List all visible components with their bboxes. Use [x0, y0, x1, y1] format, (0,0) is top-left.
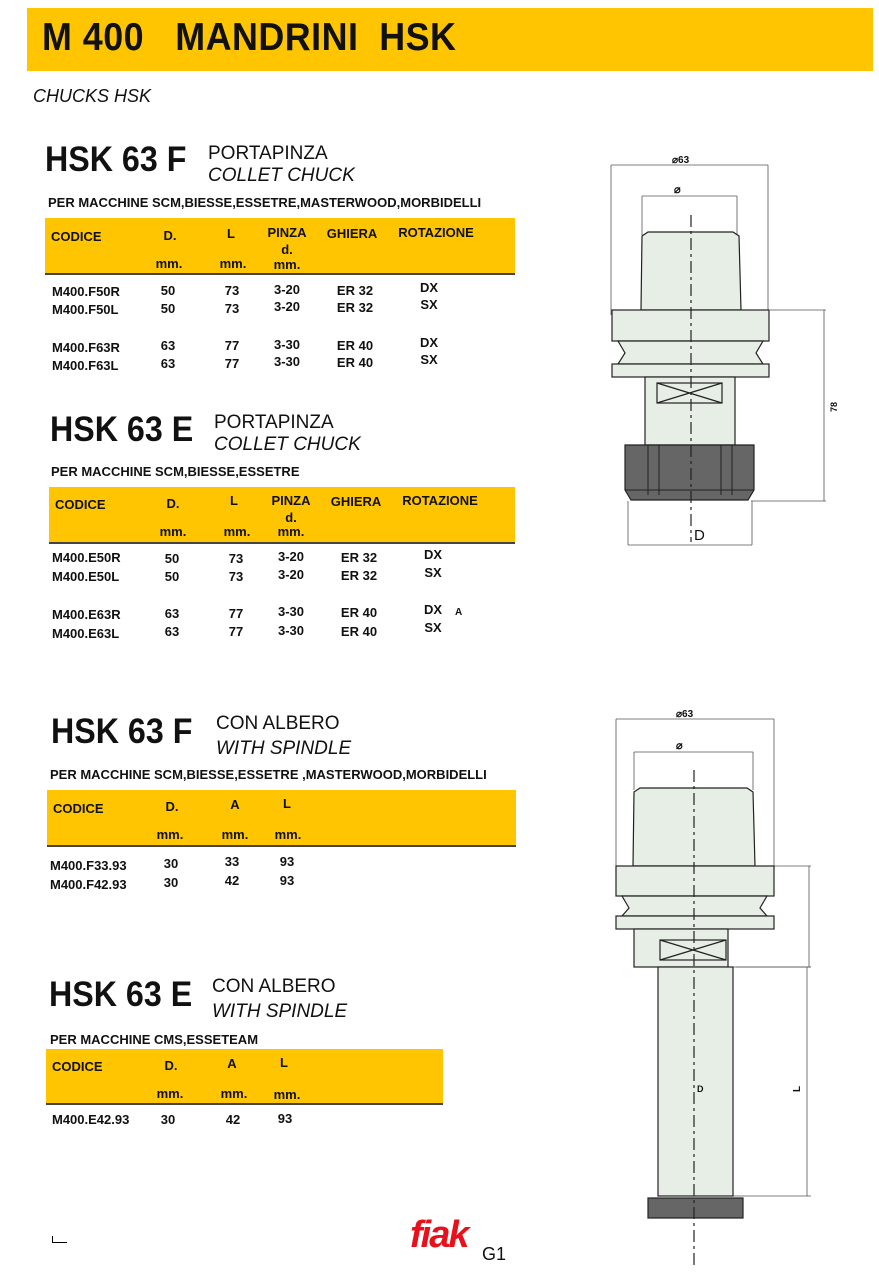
cell-ghiera: ER 32: [336, 283, 374, 298]
col-pinza-sub: d.: [285, 510, 297, 525]
section-title: HSK 63 F: [51, 712, 193, 751]
cell-pinza: 3-20: [273, 299, 301, 314]
cell-codice: M400.E50R: [52, 550, 121, 565]
cell-codice: M400.F33.93: [50, 858, 127, 873]
cell-rotazione: DX: [423, 602, 443, 617]
cell-codice: M400.F63L: [52, 358, 119, 373]
cell-rotazione: SX: [420, 297, 438, 312]
unit-d: mm.: [156, 1086, 184, 1101]
col-pinza: PINZA: [267, 225, 307, 240]
col-d: D.: [166, 496, 180, 511]
section-type-en: COLLET CHUCK: [214, 434, 361, 455]
cell-ghiera: ER 32: [340, 550, 378, 565]
col-l: L: [280, 1055, 288, 1070]
page-number: G1: [482, 1244, 507, 1264]
dim-d: D: [694, 527, 705, 544]
cell-codice: M400.E63R: [52, 607, 121, 622]
cell-ghiera: ER 40: [336, 355, 374, 370]
cell-d: 63: [160, 356, 176, 371]
cell-codice: M400.F50R: [52, 284, 120, 299]
col-codice: CODICE: [53, 801, 104, 816]
section-type-it: PORTAPINZA: [208, 143, 328, 164]
unit-d: mm.: [155, 256, 183, 271]
col-pinza: PINZA: [271, 493, 311, 508]
cell-l: 93: [279, 854, 295, 869]
unit-a: mm.: [221, 827, 249, 842]
corner-mark: [52, 1236, 67, 1243]
cell-l: 93: [277, 1111, 293, 1126]
unit-d: mm.: [156, 827, 184, 842]
cell-ghiera: ER 32: [340, 568, 378, 583]
col-codice: CODICE: [51, 229, 102, 244]
cell-rotazione: SX: [424, 620, 442, 635]
unit-l: mm.: [273, 1087, 301, 1102]
cell-a: 42: [224, 873, 240, 888]
section-type-en: COLLET CHUCK: [208, 165, 355, 186]
dim-outer-diameter: ⌀63: [676, 709, 694, 720]
dim-length: 78: [829, 401, 839, 412]
machines-note: PER MACCHINE SCM,BIESSE,ESSETRE ,MASTERWOOD,MORBIDELLI: [50, 767, 487, 782]
cell-codice: M400.E42.93: [52, 1112, 130, 1127]
col-rotazione: ROTAZIONE: [398, 225, 474, 240]
cell-d: 50: [164, 569, 180, 584]
unit-a: mm.: [220, 1086, 248, 1101]
cell-codice: M400.E63L: [52, 626, 120, 641]
section-type-it: CON ALBERO: [212, 976, 336, 997]
cell-rotazione: DX: [419, 335, 439, 350]
col-ghiera: GHIERA: [326, 226, 378, 241]
cell-rotazione: DX: [423, 547, 443, 562]
cell-rotazione: SX: [420, 352, 438, 367]
cell-rotazione: DX: [419, 280, 439, 295]
dim-inner-diameter: ⌀: [674, 184, 681, 196]
col-pinza-sub: d.: [281, 242, 293, 257]
cell-l: 77: [224, 356, 240, 371]
cell-pinza: 3-30: [277, 623, 305, 638]
unit-l: mm.: [223, 524, 251, 539]
cell-l: 73: [228, 551, 244, 566]
dim-d: D: [697, 1084, 704, 1094]
cell-d: 30: [163, 856, 179, 871]
cell-l: 73: [228, 569, 244, 584]
col-d: D.: [164, 1058, 178, 1073]
cell-codice: M400.F42.93: [50, 877, 127, 892]
cell-l: 77: [224, 338, 240, 353]
brand-logo: fiak: [410, 1214, 468, 1256]
section-title: HSK 63 E: [50, 410, 194, 449]
col-l: L: [283, 796, 291, 811]
cell-codice: M400.F63R: [52, 340, 120, 355]
section-title: HSK 63 F: [45, 140, 187, 179]
cell-d: 50: [160, 301, 176, 316]
unit-l: mm.: [274, 827, 302, 842]
machines-note: PER MACCHINE SCM,BIESSE,ESSETRE: [51, 464, 300, 479]
spindle-chuck-drawing: [596, 700, 856, 1270]
cell-d: 30: [160, 1112, 176, 1127]
col-a: A: [230, 797, 240, 812]
unit-pinza: mm.: [273, 257, 301, 272]
page-title: M 400 MANDRINI HSK: [42, 16, 457, 59]
cell-l: 93: [279, 873, 295, 888]
cell-a: 42: [225, 1112, 241, 1127]
page-subtitle: CHUCKS HSK: [33, 86, 152, 106]
cell-ghiera: ER 40: [340, 605, 378, 620]
section-type-en: WITH SPINDLE: [216, 738, 352, 759]
cell-pinza: 3-30: [273, 354, 301, 369]
cell-pinza: 3-20: [273, 282, 301, 297]
unit-pinza: mm.: [277, 524, 305, 539]
cell-ghiera: ER 40: [340, 624, 378, 639]
cell-pinza: 3-20: [277, 567, 305, 582]
unit-l: mm.: [219, 256, 247, 271]
cell-l: 77: [228, 606, 244, 621]
cell-d: 30: [163, 875, 179, 890]
cell-d: 63: [160, 338, 176, 353]
dim-outer-diameter: ⌀63: [672, 155, 690, 166]
cell-l: 73: [224, 301, 240, 316]
cell-d: 50: [160, 283, 176, 298]
col-d: D.: [165, 799, 179, 814]
cell-a: 33: [224, 854, 240, 869]
machines-note: PER MACCHINE SCM,BIESSE,ESSETRE,MASTERWOOD,MORBIDELLI: [48, 195, 482, 210]
cell-d: 63: [164, 624, 180, 639]
cell-d: 50: [164, 551, 180, 566]
cell-ghiera: ER 40: [336, 338, 374, 353]
col-l: L: [227, 226, 235, 241]
cell-pinza: 3-30: [273, 337, 301, 352]
col-codice: CODICE: [55, 497, 106, 512]
col-d: D.: [163, 228, 177, 243]
dim-length: L: [792, 1085, 803, 1092]
cell-rotazione: SX: [424, 565, 442, 580]
cell-codice: M400.F50L: [52, 302, 119, 317]
cell-pinza: 3-30: [277, 604, 305, 619]
col-rotazione: ROTAZIONE: [402, 493, 478, 508]
cell-d: 63: [164, 606, 180, 621]
section-type-it: PORTAPINZA: [214, 412, 334, 433]
section-type-it: CON ALBERO: [216, 713, 340, 734]
collet-chuck-drawing: [596, 150, 856, 560]
machines-note: PER MACCHINE CMS,ESSETEAM: [50, 1032, 259, 1047]
section-title: HSK 63 E: [49, 975, 193, 1014]
col-l: L: [230, 493, 238, 508]
unit-d: mm.: [159, 524, 187, 539]
dim-inner-diameter: ⌀: [676, 740, 683, 752]
cell-l: 77: [228, 624, 244, 639]
note-mark: A: [455, 607, 463, 618]
cell-codice: M400.E50L: [52, 569, 120, 584]
col-a: A: [227, 1056, 237, 1071]
col-codice: CODICE: [52, 1059, 103, 1074]
section-type-en: WITH SPINDLE: [212, 1001, 348, 1022]
col-ghiera: GHIERA: [330, 494, 382, 509]
cell-pinza: 3-20: [277, 549, 305, 564]
cell-l: 73: [224, 283, 240, 298]
cell-ghiera: ER 32: [336, 300, 374, 315]
